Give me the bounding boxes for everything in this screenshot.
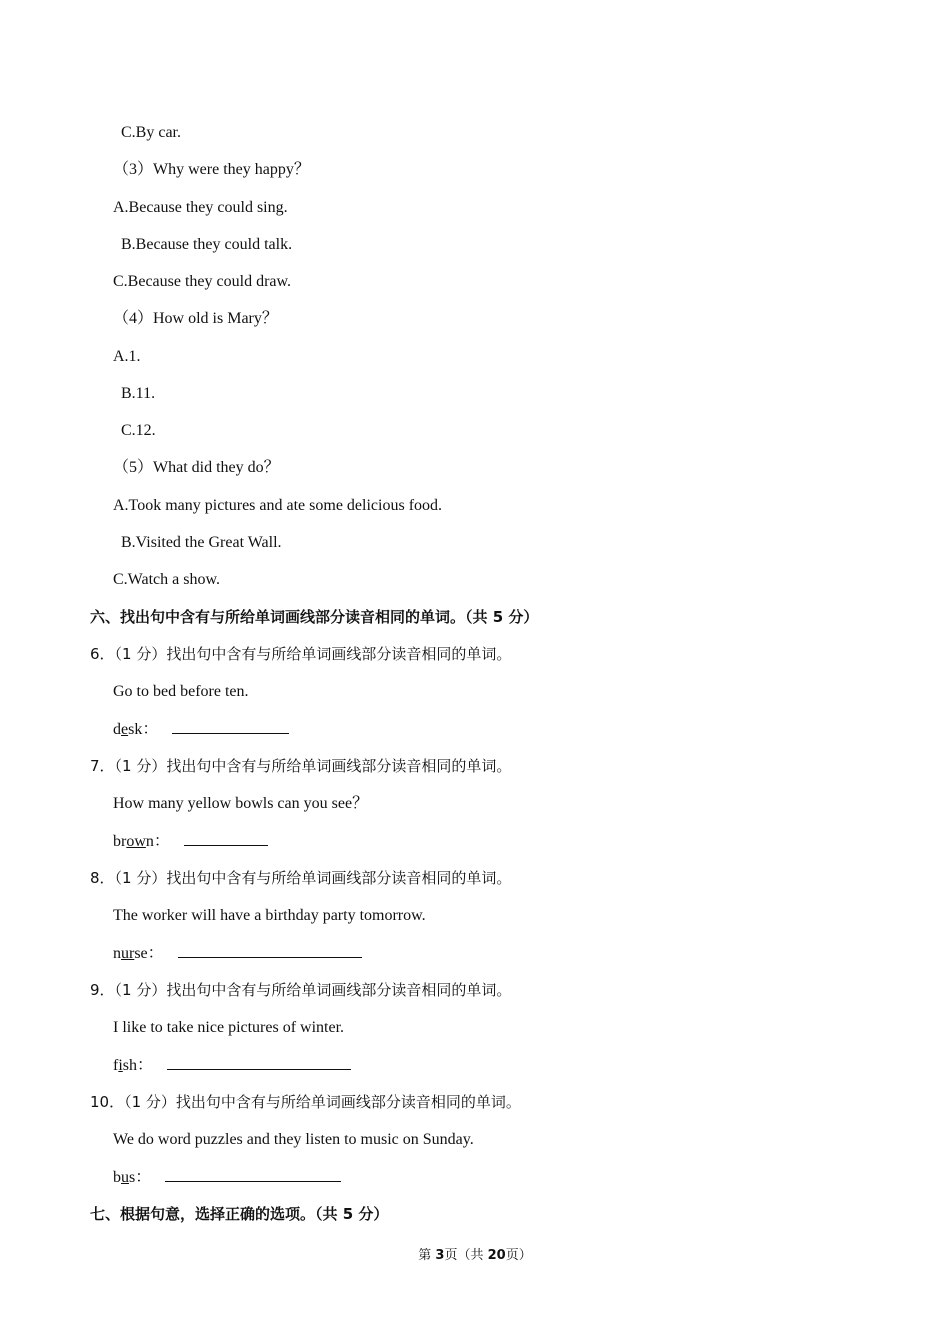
q3-option-a: A.Because they could sing. [113,199,288,216]
given-word: fish： [113,1057,154,1074]
page-footer: 第 3页（共 20页） [418,1248,532,1263]
question-8-answer-row [113,943,362,964]
question-8-label: 8．（1 分）找出句中含有与所给单词画线部分读音相同的单词。 [90,869,512,887]
question-6-label: 6．（1 分）找出句中含有与所给单词画线部分读音相同的单词。 [90,645,512,663]
question-10-label: 10．（1 分）找出句中含有与所给单词画线部分读音相同的单词。 [90,1093,521,1111]
q3-option-b: B.Because they could talk. [121,236,293,253]
q4-option-a: A.1. [113,348,141,365]
q3-option-c: C.Because they could draw. [113,273,292,290]
section6-title: 六、找出句中含有与所给单词画线部分读音相同的单词。（共 5 分） [90,608,539,626]
question-7-label: 7．（1 分）找出句中含有与所给单词画线部分读音相同的单词。 [90,757,512,775]
question-9-sentence: I like to take nice pictures of winter. [113,1019,345,1036]
section7-title: 七、根据句意，选择正确的选项。（共 5 分） [90,1205,389,1223]
q5-option-a: A.Took many pictures and ate some delicious food. [113,497,443,514]
q5-option-b: B.Visited the Great Wall. [121,534,282,551]
q2-option-c: C.By car. [121,124,181,141]
q5-stem: （5）What did they do？ [113,459,280,476]
question-6-sentence: Go to bed before ten. [113,683,249,700]
question-9-answer-row [113,1055,351,1076]
given-word: bus： [113,1169,152,1186]
answer-blank[interactable] [167,1055,351,1070]
question-6-answer-row [113,719,289,740]
question-7-sentence: How many yellow bowls can you see？ [113,795,369,812]
page-total: 20 [487,1248,506,1263]
q3-stem: （3）Why were they happy？ [113,161,310,178]
question-10-answer-row [113,1167,341,1188]
answer-blank[interactable] [165,1167,341,1182]
page-number: 3 [435,1248,445,1263]
q4-stem: （4）How old is Mary？ [113,310,278,327]
question-9-label: 9．（1 分）找出句中含有与所给单词画线部分读音相同的单词。 [90,981,512,999]
q5-option-c: C.Watch a show. [113,571,220,588]
given-word: desk： [113,721,159,738]
question-10-sentence: We do word puzzles and they listen to music on Sunday. [113,1131,474,1148]
given-word: nurse： [113,945,164,962]
q4-option-c: C.12. [121,422,156,439]
answer-blank[interactable] [172,719,289,734]
answer-blank[interactable] [184,831,268,846]
given-word: brown： [113,833,170,850]
answer-blank[interactable] [178,943,362,958]
question-7-answer-row [113,831,268,852]
question-8-sentence: The worker will have a birthday party tomorrow. [113,907,426,924]
q4-option-b: B.11. [121,385,156,402]
